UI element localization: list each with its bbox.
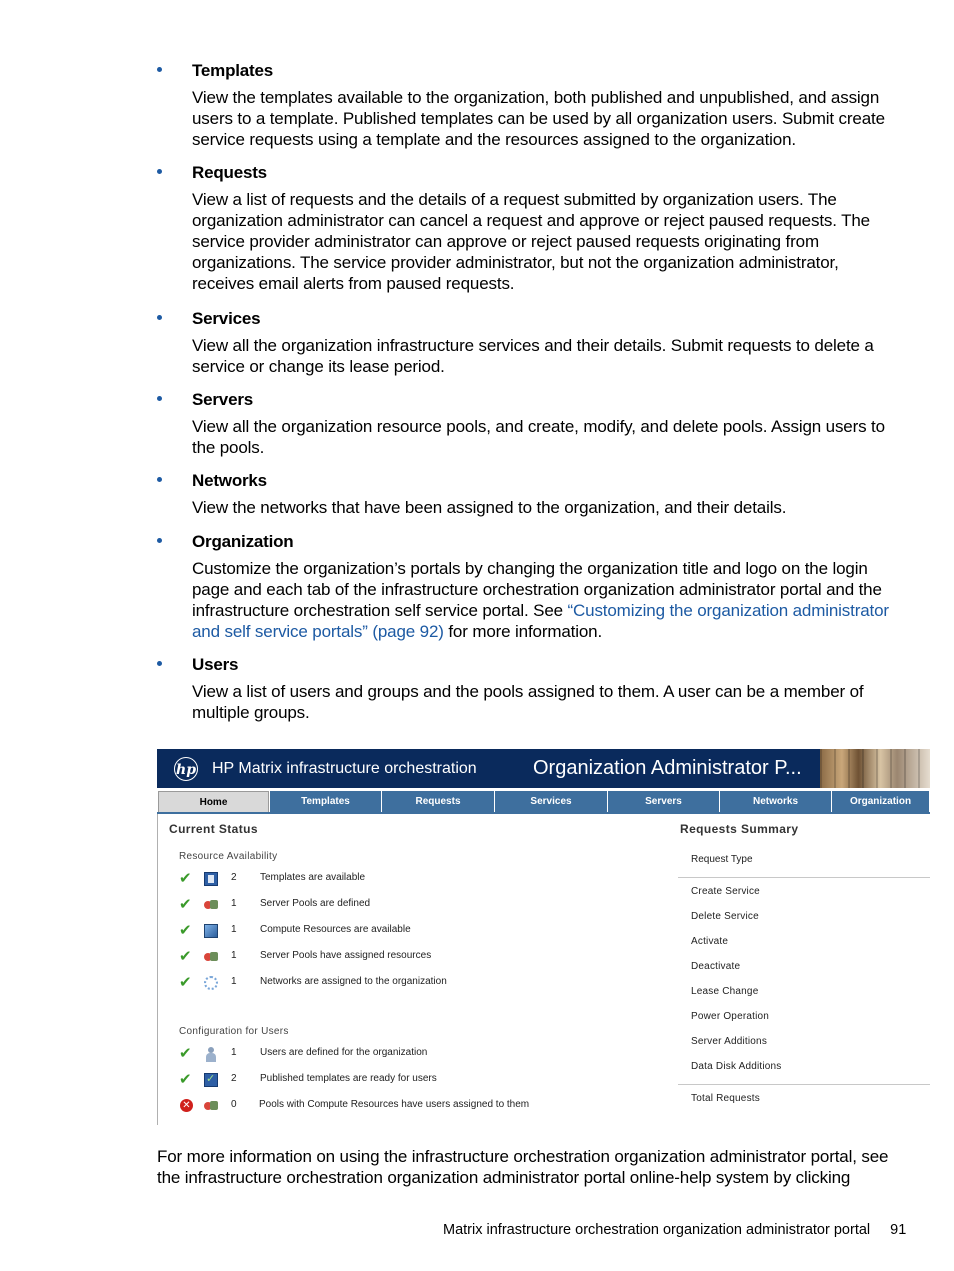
check-icon: ✔ (179, 974, 192, 991)
status-count: 1 (231, 950, 237, 961)
bullet-dot (157, 315, 162, 320)
request-type-item[interactable]: Deactivate (691, 961, 741, 972)
check-icon: ✔ (179, 1045, 192, 1062)
bullet-body: View a list of users and groups and the pools assigned to them. A user can be a member of multiple groups. (192, 682, 864, 722)
bullet-title: Templates (192, 61, 274, 80)
status-row (157, 1098, 657, 1116)
status-row (157, 975, 657, 993)
request-type-header: Request Type (691, 854, 753, 865)
template-icon (204, 872, 218, 886)
portal-title: Organization Administrator P... (533, 757, 802, 779)
status-row (157, 1046, 657, 1064)
compute-resource-icon (204, 924, 218, 938)
status-row (157, 1072, 657, 1090)
request-type-item[interactable]: Activate (691, 936, 729, 947)
product-name: HP Matrix infrastructure orchestration (212, 760, 477, 777)
status-text[interactable]: Compute Resources are available (260, 924, 411, 935)
user-icon (206, 1047, 216, 1061)
portal-tab-bar (157, 791, 930, 813)
bullet-title: Servers (192, 390, 253, 409)
status-text[interactable]: Server Pools have assigned resources (260, 950, 432, 961)
portal-banner (157, 749, 820, 788)
published-template-icon (204, 1073, 218, 1087)
request-type-item[interactable]: Power Operation (691, 1011, 770, 1022)
tab-services[interactable]: Services (495, 791, 608, 812)
summary-divider (678, 877, 930, 878)
server-pool-icon (204, 1099, 220, 1113)
banner-photo (820, 749, 930, 788)
bullet-body: View all the organization resource pools, and create, modify, and delete pools. Assign users to the pools. (192, 417, 885, 457)
status-count: 1 (231, 898, 237, 909)
status-text[interactable]: Networks are assigned to the organization (260, 976, 447, 987)
status-text[interactable]: Pools with Compute Resources have users assigned to them (259, 1099, 530, 1110)
body-text: Customize the organization’s portals by changing the organization title and logo on the login page and each tab of the infrastructure orchestration organization administrator portal and the infrastructure orchestration self service portal. See (192, 559, 882, 620)
tab-templates[interactable]: Templates (270, 791, 382, 812)
closing-paragraph: For more information on using the infrastructure orchestration organization administrator portal, see the infrastructure orchestration organization administrator portal online-help system by clicking (157, 1147, 889, 1187)
status-row (157, 923, 657, 941)
requests-summary-title: Requests Summary (680, 822, 799, 836)
check-icon: ✔ (179, 948, 192, 965)
bullet-body: View all the organization infrastructure services and their details. Submit requests to delete a service or change its lease period. (192, 336, 874, 376)
bullet-title: Requests (192, 163, 267, 182)
bullet-body: View the templates available to the organization, both published and unpublished, and assign users to a template. Published templates can be used by all organization users. Submit create service requests using a template and the resources assigned to the organization. (192, 88, 885, 149)
hp-logo-icon: hp (174, 757, 198, 781)
bullet-dot (157, 477, 162, 482)
bullet-title: Organization (192, 532, 294, 551)
tab-networks[interactable]: Networks (720, 791, 832, 812)
bullet-title: Users (192, 655, 239, 674)
status-count: 2 (231, 1073, 237, 1084)
bullet-dot (157, 396, 162, 401)
bullet-dot (157, 538, 162, 543)
tab-requests[interactable]: Requests (382, 791, 495, 812)
status-text[interactable]: Published templates are ready for users (260, 1073, 437, 1084)
bullet-body: View a list of requests and the details of a request submitted by organization users. The organization administrator can cancel a request and approve or reject paused requests. The service provider administrator can approve or reject paused requests originating from organizations. The service provider administrator, but not the organization administrator, receives email alerts from paused requests. (192, 190, 870, 293)
page-footer (443, 1222, 906, 1238)
check-icon: ✔ (179, 870, 192, 887)
portal-screenshot (157, 749, 930, 1125)
tab-underline (157, 812, 930, 814)
footer-text: Matrix infrastructure orchestration organization administrator portal (443, 1222, 871, 1238)
status-count: 0 (231, 1099, 237, 1110)
bullet-title: Services (192, 309, 261, 328)
check-icon: ✔ (179, 896, 192, 913)
resource-availability-label: Resource Availability (179, 851, 278, 862)
status-row (157, 897, 657, 915)
network-icon (204, 976, 218, 990)
status-row (157, 871, 657, 889)
summary-divider (678, 1084, 930, 1085)
request-type-item[interactable]: Server Additions (691, 1036, 768, 1047)
status-text[interactable]: Users are defined for the organization (260, 1047, 428, 1058)
bullet-dot (157, 661, 162, 666)
bullet-body (192, 558, 898, 642)
customizing-portals-link[interactable]: “Customizing the organization administrator and self service portals” (page 92) (192, 601, 889, 641)
request-type-item[interactable]: Lease Change (691, 986, 759, 997)
status-text[interactable]: Server Pools are defined (260, 898, 371, 909)
configuration-for-users-label: Configuration for Users (179, 1026, 289, 1037)
current-status-title: Current Status (169, 822, 258, 836)
tab-organization[interactable]: Organization (832, 791, 930, 812)
bullet-dot (157, 169, 162, 174)
bullet-body: View the networks that have been assigned to the organization, and their details. (192, 498, 787, 517)
request-type-item[interactable]: Data Disk Additions (691, 1061, 782, 1072)
bullet-dot (157, 67, 162, 72)
page-number: 91 (890, 1222, 907, 1238)
server-pool-icon (204, 950, 220, 964)
tab-home[interactable]: Home (158, 791, 269, 812)
request-type-item[interactable]: Delete Service (691, 911, 759, 922)
server-pool-icon (204, 898, 220, 912)
total-requests-label: Total Requests (691, 1093, 760, 1104)
check-icon: ✔ (179, 922, 192, 939)
request-type-item[interactable]: Create Service (691, 886, 760, 897)
status-row (157, 949, 657, 967)
status-count: 2 (231, 872, 237, 883)
tab-servers[interactable]: Servers (608, 791, 720, 812)
status-count: 1 (231, 1047, 237, 1058)
error-x-icon: ✕ (180, 1099, 193, 1112)
bullet-title: Networks (192, 471, 267, 490)
status-text[interactable]: Templates are available (260, 872, 366, 883)
status-count: 1 (231, 976, 237, 987)
check-icon: ✔ (179, 1071, 192, 1088)
body-text: for more information. (443, 622, 603, 641)
status-count: 1 (231, 924, 237, 935)
